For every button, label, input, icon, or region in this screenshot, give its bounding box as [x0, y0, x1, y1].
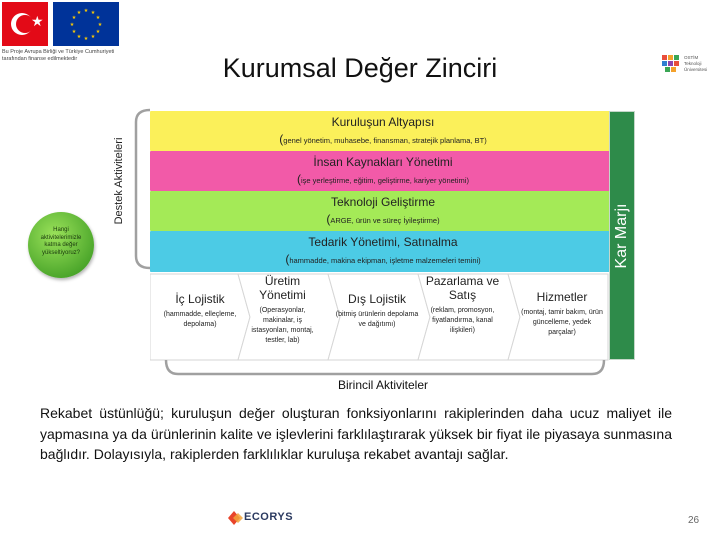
- band-paren: (: [285, 252, 290, 266]
- band-subtitle-text: genel yönetim, muhasebe, finansman, stratejik planlama, BT): [283, 136, 487, 145]
- band-title: İnsan Kaynakları Yönetimi: [313, 155, 453, 169]
- band-title: Kuruluşun Altyapısı: [331, 115, 435, 129]
- svg-text:★: ★: [90, 34, 96, 40]
- funding-caption-line: Bu Proje Avrupa Birliği ve Türkiye Cumhuriyeti: [2, 49, 115, 55]
- svg-text:★: ★: [71, 29, 77, 35]
- eu-stars-icon: [53, 2, 119, 46]
- band-subtitle-text: ARGE, ürün ve süreç İyileştirme): [330, 216, 440, 225]
- primary-services: [520, 290, 604, 338]
- primary-title: Dış Lojistik: [347, 292, 406, 306]
- funding-caption-line: tarafından finanse edilmektedir: [2, 56, 78, 62]
- band-subtitle: [150, 172, 616, 186]
- support-activities-text: Destek Aktiviteleri: [113, 137, 125, 225]
- band-title: Teknoloji Geliştirme: [330, 195, 436, 209]
- primary-operations: [245, 274, 320, 346]
- band-subtitle: [150, 252, 616, 266]
- question-bubble-text: Hangi aktivitelerimizle katma değer yükseltiyoruz?: [40, 227, 82, 256]
- primary-subtitle: (bitmiş ürünlerin depolama ve dağıtımı): [335, 311, 419, 328]
- svg-text:★: ★: [95, 15, 101, 21]
- eu-flag-logo: [53, 2, 119, 46]
- primary-subtitle: (montaj, tamir bakım, ürün güncelleme, yedek parçalar): [521, 309, 603, 336]
- page-number: 26: [688, 515, 700, 526]
- support-bracket: [130, 108, 152, 270]
- primary-subtitle: (Operasyonlar, makinalar, iş istasyonları, montaj, testler, lab): [251, 307, 314, 344]
- support-activities-label: [111, 118, 127, 244]
- university-logo-line: OSTİM: [684, 55, 699, 60]
- svg-text:★: ★: [71, 15, 77, 21]
- primary-title: Pazarlama ve Satış: [425, 274, 500, 302]
- primary-inbound-logistics: [160, 292, 240, 330]
- svg-text:★: ★: [83, 36, 89, 42]
- band-paren: (: [326, 212, 331, 226]
- band-infrastructure: [150, 111, 616, 151]
- turkey-flag-logo: [2, 2, 48, 46]
- band-subtitle: [150, 132, 616, 146]
- band-subtitle-text: hammadde, makina ekipman, işletme malzemeleri temini): [289, 256, 481, 265]
- ecorys-logo-text: ECORYS: [244, 511, 294, 523]
- primary-outbound-logistics: [333, 292, 421, 330]
- svg-text:★: ★: [76, 10, 82, 16]
- band-paren: (: [297, 172, 302, 186]
- explanation-paragraph: Rekabet üstünlüğü; kuruluşun değer oluşturan fonksiyonlarını rakiplerinden daha ucuz maliyet ile yapmasına ya da ürünlerinin kalite ve işlevlerini farklılaştırarak yüksek bir fiyat ile piyasaya sunmasına bağlıdır. Dolayısıyla, rakiplerden farklılıklar kuruluşa rekabet avantajı sağlar.: [40, 405, 672, 462]
- primary-title: Üretim Yönetimi: [259, 274, 306, 302]
- svg-text:★: ★: [95, 29, 101, 35]
- svg-text:★: ★: [97, 22, 103, 28]
- profit-margin-label: Kar Marjı: [613, 203, 630, 268]
- primary-subtitle: (reklam, promosyon, fiyatlandırma, kanal ilişkileri): [430, 307, 495, 334]
- primary-activities-label: Birincil Aktiviteler: [337, 378, 429, 392]
- primary-bracket: [162, 358, 608, 380]
- university-logo-icon: [660, 52, 684, 78]
- primary-marketing-sales: [420, 274, 505, 336]
- band-human-resources: [150, 151, 616, 191]
- university-logo-line: Üniversitesi: [684, 67, 708, 72]
- university-logo-line: Teknoloji: [684, 61, 702, 66]
- band-subtitle: [150, 212, 616, 226]
- svg-text:★: ★: [69, 22, 75, 28]
- svg-text:★: ★: [90, 10, 96, 16]
- slide-title: Kurumsal Değer Zinciri: [222, 53, 498, 83]
- primary-title: Hizmetler: [536, 290, 588, 304]
- university-logo-text: [684, 55, 718, 73]
- primary-title: İç Lojistik: [175, 292, 225, 306]
- band-procurement: [150, 231, 616, 272]
- svg-text:★: ★: [76, 34, 82, 40]
- primary-subtitle: (hammadde, elleçleme, depolama): [163, 311, 237, 328]
- band-paren: (: [279, 132, 284, 146]
- svg-text:★: ★: [83, 8, 89, 14]
- band-title: Tedarik Yönetimi, Satınalma: [308, 235, 458, 249]
- band-technology: [150, 191, 616, 231]
- star-icon: ★: [31, 14, 44, 30]
- band-subtitle-text: işe yerleştirme, eğitim, geliştirme, kariyer yönetimi): [301, 176, 469, 185]
